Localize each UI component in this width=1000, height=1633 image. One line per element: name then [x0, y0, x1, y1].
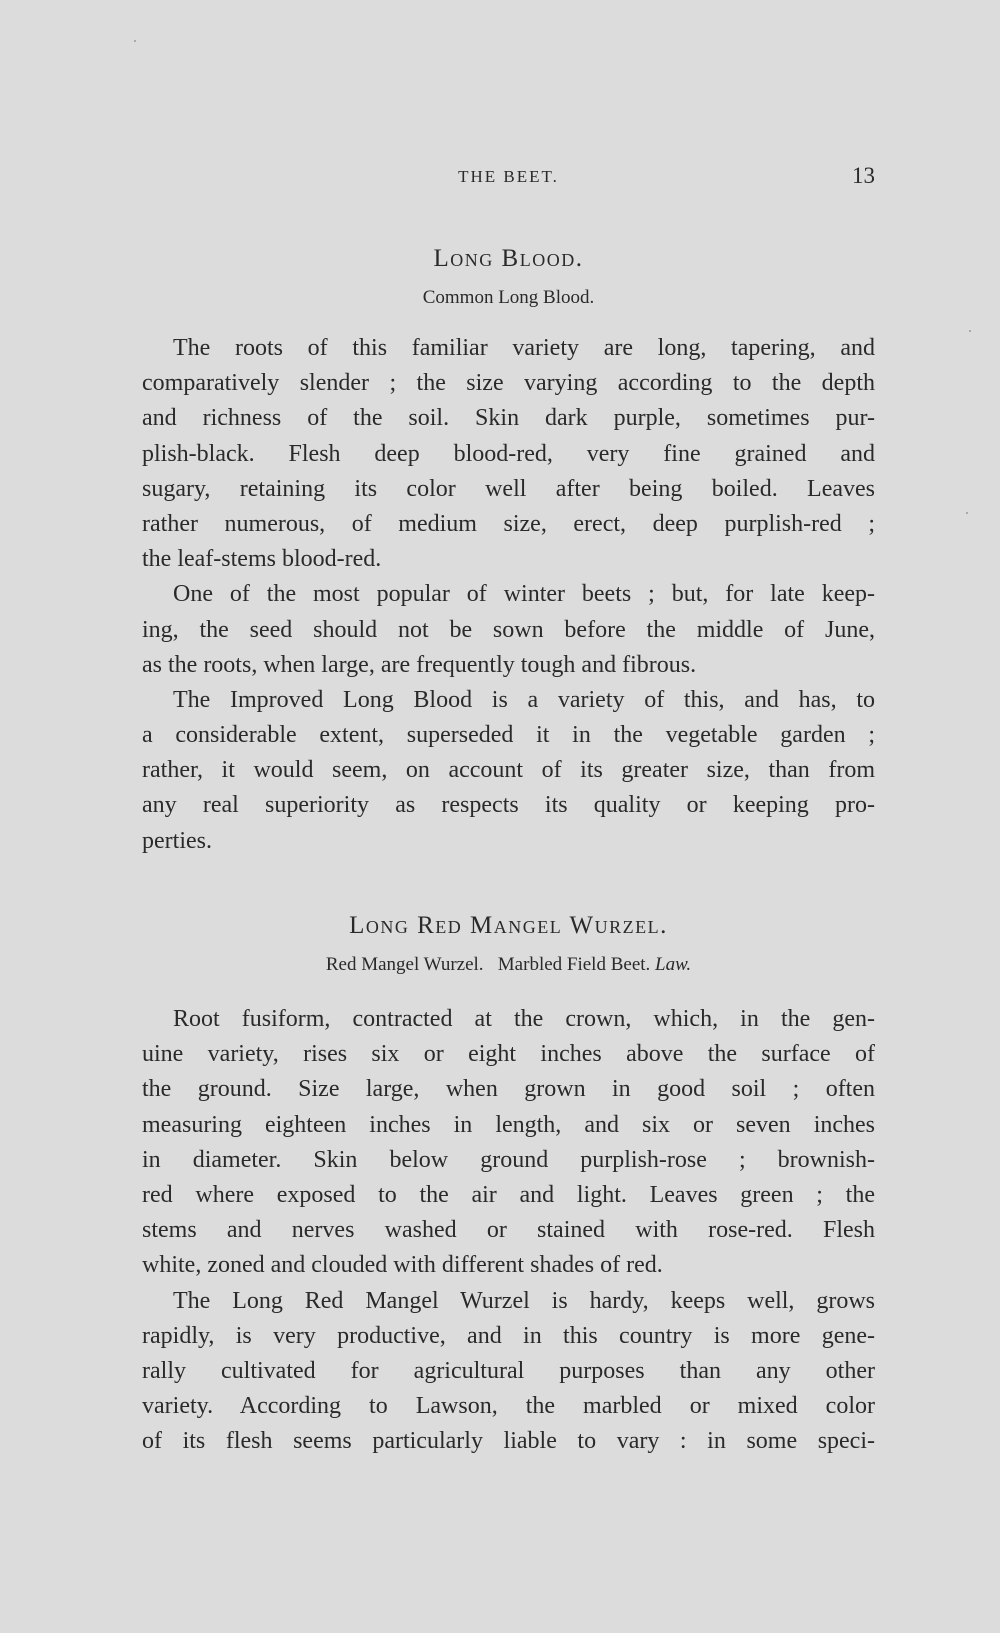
text-line: ing, the seed should not be sown before the middle of June,	[142, 616, 875, 643]
text-line: measuring eighteen inches in length, and six or seven inches	[142, 1111, 875, 1138]
text-line: perties.	[142, 827, 212, 854]
text-line: the ground. Size large, when grown in good soil ; often	[142, 1076, 875, 1103]
text-line: uine variety, rises six or eight inches above the surface of	[142, 1041, 875, 1068]
text-line: variety. According to Lawson, the marbled or mixed color	[142, 1393, 875, 1420]
text-line: sugary, retaining its color well after being boiled. Leaves	[142, 475, 875, 502]
text-line: Root fusiform, contracted at the crown, which, in the gen-	[173, 1006, 875, 1032]
synonyms	[142, 287, 875, 309]
text-line: One of the most popular of winter beets ; but, for late keep-	[173, 581, 875, 608]
running-head	[142, 163, 875, 193]
text-line: rather numerous, of medium size, erect, deep purplish-red ;	[142, 510, 875, 537]
paper-speck	[966, 512, 968, 514]
author-abbreviation: Law.	[655, 954, 692, 975]
text-line: comparatively slender ; the size varying according to the depth	[142, 370, 875, 397]
text-line: red where exposed to the air and light. Leaves green ; the	[142, 1181, 875, 1208]
text-line: white, zoned and clouded with different shades of red.	[142, 1252, 663, 1279]
page-number: 13	[852, 163, 875, 188]
text-line: of its flesh seems particularly liable to vary : in some speci-	[142, 1428, 875, 1455]
synonyms	[142, 954, 875, 976]
paragraph	[142, 1284, 875, 1460]
paragraph	[142, 577, 875, 683]
section-long-red-mangel-wurzel	[142, 912, 875, 976]
paper-speck	[134, 40, 136, 42]
section-long-blood-body	[142, 331, 875, 859]
text-line: as the roots, when large, are frequently tough and fibrous.	[142, 651, 697, 678]
paragraph	[142, 1002, 875, 1284]
paragraph	[142, 683, 875, 859]
text-line: plish-black. Flesh deep blood-red, very fine grained and	[142, 440, 875, 467]
text-line: in diameter. Skin below ground purplish-rose ; brownish-	[142, 1146, 875, 1173]
running-title: THE BEET.	[458, 167, 559, 186]
text-line: rapidly, is very productive, and in this country is more gene-	[142, 1322, 875, 1349]
text-line: The Improved Long Blood is a variety of this, and has, to	[173, 686, 875, 713]
text-line: The roots of this familiar variety are long, tapering, and	[173, 335, 875, 361]
paragraph	[142, 331, 875, 577]
text-line: rather, it would seem, on account of its greater size, than from	[142, 757, 875, 784]
text-line: stems and nerves washed or stained with rose-red. Flesh	[142, 1217, 875, 1244]
text-line: The Long Red Mangel Wurzel is hardy, keeps well, grows	[173, 1287, 875, 1314]
synonym-text: Common Long Blood.	[422, 287, 595, 308]
section-title: Long Red Mangel Wurzel.	[349, 912, 668, 939]
section-long-blood	[142, 245, 875, 309]
text-line: rally cultivated for agricultural purposes than any other	[142, 1357, 875, 1384]
text-line: and richness of the soil. Skin dark purple, sometimes pur-	[142, 405, 875, 432]
text-line: a considerable extent, superseded it in the vegetable garden ;	[142, 722, 875, 749]
text-line: the leaf-stems blood-red.	[142, 546, 382, 573]
paper-speck	[969, 330, 971, 332]
section-title: Long Blood.	[433, 245, 584, 272]
synonym-text: Red Mangel Wurzel. Marbled Field Beet.	[325, 954, 651, 975]
section-long-red-mangel-wurzel-body	[142, 1002, 875, 1459]
text-line: any real superiority as respects its quality or keeping pro-	[142, 792, 875, 819]
